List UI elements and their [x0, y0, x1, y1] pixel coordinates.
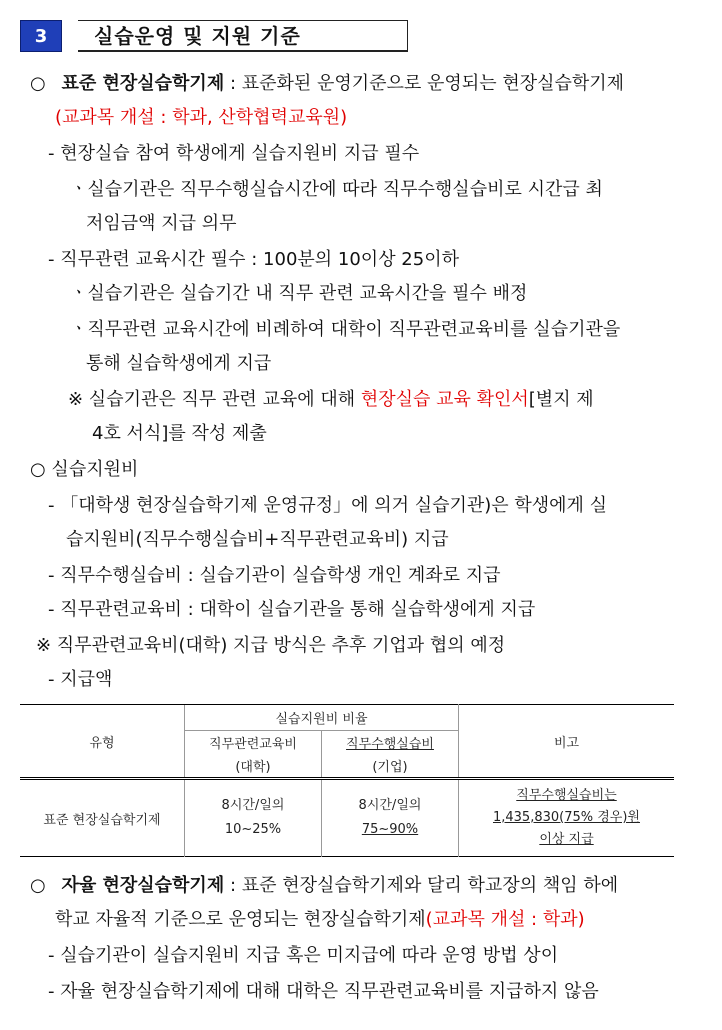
autonomous-line-2-text: 학교 자율적 기준으로 운영되는 현장실습학기제	[55, 909, 426, 930]
row-edu-b: 10~25%	[224, 822, 282, 837]
section-heading	[20, 20, 408, 52]
support-line-1b: 습지원비(직무수행실습비+직무관련교육비) 지급	[66, 529, 449, 550]
row-edu	[185, 779, 322, 857]
table-row	[20, 779, 674, 857]
row-work	[322, 779, 459, 857]
standard-dash-1-dot-1a: ㆍ실습기관은 직무수행실습시간에 따라 직무수행실습비로 시간급 최	[70, 179, 603, 200]
row-work-b: 75~90%	[361, 822, 419, 837]
support-note: ※ 직무관련교육비(대학) 지급 방식은 추후 기업과 협의 예정	[36, 635, 506, 656]
work-header-text: 직무수행실습비	[346, 737, 434, 753]
table-header-type: 유형	[20, 705, 185, 779]
support-line-1a: - 「대학생 현장실습학기제 운영규정」에 의거 실습기관)은 학생에게 실	[48, 495, 608, 516]
standard-reference-b: 4호 서식]를 작성 제출	[92, 423, 267, 444]
support-line-3: - 직무관련교육비 : 대학이 실습기관을 통해 실습학생에게 지급	[48, 599, 536, 620]
table-header-note: 비고	[459, 705, 675, 779]
row-work-a: 8시간/일의	[358, 798, 422, 813]
standard-dash-2-dot-1: ㆍ실습기관은 실습기간 내 직무 관련 교육시간을 필수 배정	[70, 283, 528, 304]
standard-title: 표준 현장실습학기제	[61, 73, 225, 94]
section-title: 실습운영 및 지원 기준	[78, 20, 408, 52]
autonomous-line-2	[55, 908, 585, 932]
table-header-work-b: (기업)	[322, 755, 459, 779]
row-edu-a: 8시간/일의	[221, 798, 285, 813]
autonomous-desc: : 표준 현장실습학기제와 달리 학교장의 책임 하에	[224, 875, 619, 896]
row-note-b: 1,435,830(75% 경우)원	[492, 810, 640, 825]
table-header-work-a	[322, 731, 459, 755]
autonomous-title: 자율 현장실습학기제	[61, 875, 225, 896]
standard-note: (교과목 개설 : 학과, 산학협력교육원)	[55, 107, 348, 128]
reference-text-end: [별지 제	[528, 389, 594, 410]
autonomous-header	[30, 874, 684, 898]
standard-desc: : 표준화된 운영기준으로 운영되는 현장실습학기제	[224, 73, 625, 94]
standard-dash-1: - 현장실습 참여 학생에게 실습지원비 지급 필수	[48, 143, 420, 164]
support-header: ○ 실습지원비	[30, 459, 139, 480]
standard-header	[30, 72, 684, 96]
standard-dash-2-dot-2b: 통해 실습학생에게 지급	[86, 353, 272, 374]
payment-table	[20, 704, 674, 857]
bullet-circle: ○	[30, 73, 46, 94]
autonomous-note: (교과목 개설 : 학과)	[425, 909, 585, 930]
bullet-circle: ○	[30, 875, 46, 896]
support-line-2: - 직무수행실습비 : 실습기관이 실습학생 개인 계좌로 지급	[48, 565, 501, 586]
table-header-edu-a: 직무관련교육비	[185, 731, 322, 755]
section-number-badge: 3	[20, 20, 62, 52]
standard-reference-a	[68, 388, 594, 412]
reference-text: ※ 실습기관은 직무 관련 교육에 대해	[68, 389, 361, 410]
support-amount: - 지급액	[48, 669, 113, 690]
autonomous-dash-2: - 자율 현장실습학기제에 대해 대학은 직무관련교육비를 지급하지 않음	[48, 981, 599, 1002]
standard-dash-1-dot-1b: 저임금액 지급 의무	[86, 213, 237, 234]
autonomous-dash-1: - 실습기관이 실습지원비 지급 혹은 미지급에 따라 운영 방법 상이	[48, 945, 559, 966]
row-note	[459, 779, 675, 857]
row-note-c: 이상 지급	[539, 832, 594, 847]
confirmation-form-link: 현장실습 교육 확인서	[360, 389, 529, 410]
table-header-edu-b: (대학)	[185, 755, 322, 779]
table-header-ratio: 실습지원비 비율	[185, 705, 459, 731]
standard-dash-2: - 직무관련 교육시간 필수 : 100분의 10이상 25이하	[48, 249, 459, 270]
standard-dash-2-dot-2a: ㆍ직무관련 교육시간에 비례하여 대학이 직무관련교육비를 실습기관을	[70, 319, 621, 340]
row-type: 표준 현장실습학기제	[43, 812, 161, 828]
row-note-a: 직무수행실습비는	[516, 788, 617, 803]
